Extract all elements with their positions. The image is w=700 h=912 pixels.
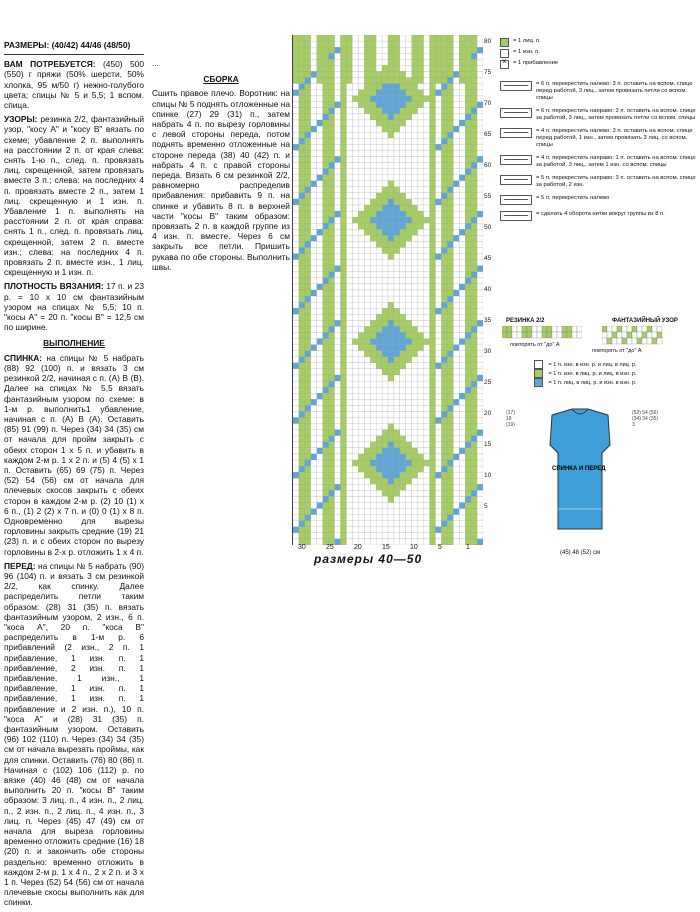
materials-title: ВАМ ПОТРЕБУЕТСЯ: [4,59,96,70]
legend-row [500,175,696,189]
col-number: 5 [438,544,442,551]
measure-line: 3 [632,422,635,428]
col-number: 25 [326,544,334,551]
stitch-swatch-icon [534,369,543,378]
sweater-label: СПИНКА И ПЕРЕД [552,466,606,472]
row-number: 80 [484,38,492,45]
measure-line: (34) 34 (35) [632,416,659,422]
front-text: на спицы № 5 набрать (90) 96 (104) п. и вязать 3 см резинкой 2/2, как спинку. Далее распределить петли таким образом: (28) 31 (35) п. вязать фантазийным узором, 2 изн., 6 п. "коса А", 20 п. "коса В" распределить в 1-м р. 6 прибавлений (2 изн., 2 п. 1 прибавление, 1 изн. п. 1 прибавление, 2 изн. п. 1 прибавление, 1 изн., 1 прибавление, 1 изн. п. 1 прибавление, 1 изн. п. 1 прибавление и 2 изн. п.), 10 п. "коса А" и (28) 31 (35) п. фантазийным узором. Оставить (96) 102 (110) п. Через (34) 34 (35) см от начала вырезать проймы, как для спинки. Оставить (76) 80 (86) п. Начиная с (102) 106 (112) р. по вязке (40) 46 (48) см от начала выполнить 20 п. "косы В" таким образом: 3 лиц. п., 4 изн. п., 2 лиц. п., 2 изн. п., 2 лиц. п., 4 изн. п., 3 лиц. п. Через (45) 47 (49) см от начала для выреза горловины временно отложить средние (16) 18 (20) п. и закончить обе стороны раздельно: временно отложить в каждом 2-м р. 1 х 4 п., 2 х 2 п. и 3 х 1 п. Через (52) 54 (56) см от начала плечевые скосы выполнить как для спинки. [4,560,144,908]
row-number: 40 [484,286,492,293]
row-number: 15 [484,441,492,448]
stitch-swatch-icon [534,360,543,369]
legend-row [500,81,696,102]
legend-row [500,60,696,69]
fancy-title: ФАНТАЗИЙНЫЙ УЗОР [612,318,678,324]
density-title: ПЛОТНОСТЬ ВЯЗАНИЯ: [4,281,104,292]
row-number: 35 [484,317,492,324]
row-number: 10 [484,472,492,479]
cable-right-icon [500,155,532,165]
col-number: 1 [466,544,470,551]
fancy-repeat: повторять от "до" А [592,348,642,354]
row-number: 30 [484,348,492,355]
patterns-title: УЗОРЫ: [4,114,38,125]
legend-row [500,195,696,205]
legend-label: = сделать 4 оборота нитки вокруг группы из 8 п. [536,211,665,217]
density-paragraph [4,281,144,332]
measure-right [632,410,692,428]
row-number: 25 [484,379,492,386]
cable-right-icon [500,108,532,118]
legend-label: = 5 п. перекрестить налево [536,195,610,201]
legend-label: = 1 лиц. п. [513,38,541,44]
sweater-width: (45) 48 (52) см [560,550,601,556]
row-number: 20 [484,410,492,417]
legend-row [500,38,696,47]
knit-swatch-icon [500,38,509,47]
legend-label: = 1 изн. п. [513,49,540,55]
row-number: 65 [484,131,492,138]
legend-label: = 6 п. перекрестить налево: 3 п. оставить на вспом. спице перед работой, 3 лиц., затем провязать петли со вспом. спицы [536,81,693,101]
rib-repeat: повторять от "до" А [510,342,560,348]
legend-label: = 4 п. перекрестить направо: 1 п. оставить на вспом. спице за работой, 3 лиц., затем 1 изн. со вспом. спицы [536,155,696,168]
col-number: 30 [298,544,306,551]
legend-label: = 1 п. лиц. в лиц. р. и изн. в изн. р. [548,379,637,386]
stitch-swatch-icon [534,378,543,387]
cable-left-icon [500,195,532,205]
back-text: на спицы № 5 набрать (88) 92 (100) п. и вязать 3 см резинкой 2/2, начиная с п. (А) В (В). Далее на спицах № 5,5 вязать фантазийным узором по схеме: в 1-м р. выполнить1 убавление, начиная с п. (А) В (А). Оставить (85) 91 (99) п. Через (34) 34 (35) см от начала для пройм закрыть с обеих сторон 1 х 5 п. и убавить в каждом 2-м р. 1 х 2 п. и (5) 4 (5) х 1 п. Оставить (65) 69 (75) п. Через (52) 54 (56) см от начала для плечевых скосов закрыть с обеих сторон в каждом 2-м р. (2) 10 (1) х 6 п., (1) 2 (2) х 7 п. и (0) 0 (1) х 8 п. Одновременно для вырезы горловины закрыть средние (19) 21 (23) п. и с обеих сторон по вырезу горловины в 2-х р. отложить 1 х 4 п. [4,352,144,557]
legend-label: = 5 п. перекрестить направо: 3 п. оставить на вспом. спице за работой, 2 изн. [536,175,696,188]
col-number: 15 [382,544,390,551]
legend-label: = 4 п. перекрестить налево: 3 п. оставить на вспом. спице перед работой, 1 изн., затем провязать 3 лиц. со вспом. спицы [536,128,693,148]
legend-row [534,369,636,378]
legend-row [500,128,696,149]
legend-row [500,49,696,58]
cable-left-icon [500,128,532,138]
text-column-2 [152,58,290,276]
divider [4,54,144,55]
front-title: ПЕРЕД: [4,560,36,571]
measure-line: (52) 54 (56) [632,410,659,416]
measure-left [506,410,532,428]
materials-text: (450) 500 (550) г пряжи (50% шерсти, 50% хлопка, 95 м/50 г) нежно-голубого цвета; спицы № 5 и 5,5; 1 вспом. спица. [4,59,144,111]
legend-label: = 1 п. изн. в изн. р. и лиц. в лиц. р. [548,361,637,368]
sizes-line: РАЗМЕРЫ: (40/42) 44/46 (48/50) [4,40,131,50]
legend-row [534,378,636,387]
col-number: 20 [354,544,362,551]
back-title: СПИНКА: [4,352,43,363]
row-number: 50 [484,224,492,231]
patterns-paragraph [4,114,144,277]
legend-label: = 1 п. изн. в лиц. р. и лиц. в изн. р. [548,370,637,377]
cable-left-icon [500,81,532,91]
assembly-intro: ... [152,58,159,68]
assembly-heading: СБОРКА [203,74,239,85]
row-number: 75 [484,69,492,76]
patterns-text: резинка 2/2, фантазийный узор, "косу А" и "косу В" вязать по схеме; убавление 2 п. выполнять на расстоянии 2 п. от края слева: снять 1-ю п., след. п. провязать лиц. скрещенной, затем провязать вместе 3 п.; слева: на последних 4 п. провязать вместе 2 п., затем 1 лиц. скрещенную и 1 изн. п. Убавление 1 п. выполнять на расстоянии 2 п. от края справа: снять 1 п., след. п. провязать лиц. скрещенной, затем 2 п. вместе изн.; слева: на последних 4 п. провязать 2 п. вместе изн., 1 лиц. скрещенную и 1 изн. п. [4,114,144,278]
rib-title: РЕЗИНКА 2/2 [506,318,545,324]
front-paragraph [4,561,144,908]
legend [500,38,696,223]
row-number: 60 [484,162,492,169]
chart-grid [293,35,483,545]
row-number: 45 [484,255,492,262]
legend-row [500,108,696,122]
footer-title: размеры 40—50 [314,552,423,566]
measure-line: 18 [506,416,512,422]
text-column-1 [4,40,144,912]
increase-swatch-icon [500,60,509,69]
measure-line: (19) [506,422,515,428]
wrap-icon [500,211,532,221]
rib-chart [502,326,582,340]
legend-row [500,155,696,169]
knitting-chart [292,35,483,545]
legend-row [500,211,696,221]
cable-right-icon [500,175,532,185]
materials-paragraph [4,59,144,110]
legend-row [534,360,636,369]
execution-heading: ВЫПОЛНЕНИЕ [43,338,105,349]
legend-label: = 1 прибавление [513,60,559,66]
back-paragraph [4,353,144,557]
assembly-text: Сшить правое плечо. Воротник: на спицы № 5 поднять отложенные на спинке (27) 29 (31) п., затем набрать 4 п. по вырезу горловины с левой стороны переда, потом поднять временно отложенные на стороне переда (38) 40 (42) п. и набрать 4 п. с правой стороны переда. Вязать 6 см резинкой 2/2, равномерно распределив прибавления: прибавить 9 п. на спинке и убавить 8 п. в верхней части "косы В" таким образом: провязать 2 п. в каждой группе из 4 изн. п. вместе. Через 6 см закрыть все петли. Пришить рукава по обе стороны. Выполнить швы. [152,88,290,272]
measure-line: (17) [506,410,515,416]
row-number: 55 [484,193,492,200]
legend-label: = 6 п. перекрестить направо: 3 п. оставить на вспом. спице за работой, 3 лиц., затем провязать петли со вспом. спицы [536,108,696,121]
col-number: 10 [410,544,418,551]
stitch-legend-2 [534,360,636,387]
row-number: 5 [484,503,488,510]
density-text: 17 п. и 23 р. = 10 х 10 см фантазийным узором на спицах № 5,5; 10 п. "косы А" = 20 п. "косы В" = 12,5 см по ширине. [4,281,144,333]
row-number: 70 [484,100,492,107]
fancy-chart [602,326,672,346]
